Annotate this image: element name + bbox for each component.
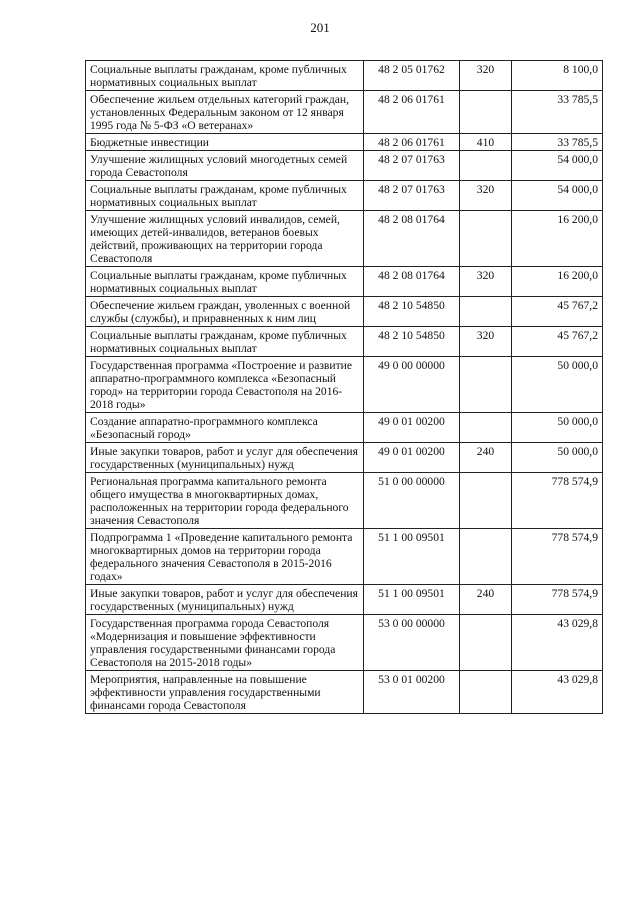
amount-cell: 54 000,0 — [512, 151, 603, 181]
amount-cell: 16 200,0 — [512, 211, 603, 267]
table-row — [86, 473, 603, 529]
item-name-cell: Обеспечение жильем граждан, уволенных с военной службы (службы), и приравненных к ним лиц — [86, 297, 364, 327]
item-name-cell: Иные закупки товаров, работ и услуг для обеспечения государственных (муниципальных) нужд — [86, 585, 364, 615]
item-name-cell: Создание аппаратно-программного комплекса «Безопасный город» — [86, 413, 364, 443]
item-name-cell: Государственная программа города Севастополя «Модернизация и повышение эффективности управления государственными финансами города Севастополя на 2015-2018 годы» — [86, 615, 364, 671]
expense-type-cell: 320 — [460, 327, 512, 357]
target-code-cell: 48 2 07 01763 — [364, 181, 460, 211]
target-code-cell: 51 1 00 09501 — [364, 529, 460, 585]
target-code-cell: 48 2 06 01761 — [364, 134, 460, 151]
target-code-cell: 48 2 08 01764 — [364, 267, 460, 297]
item-name-cell: Обеспечение жильем отдельных категорий граждан, установленных Федеральным законом от 12 января 1995 года № 5-ФЗ «О ветеранах» — [86, 91, 364, 134]
item-name-cell: Социальные выплаты гражданам, кроме публичных нормативных социальных выплат — [86, 181, 364, 211]
expense-type-cell — [460, 91, 512, 134]
item-name-cell: Социальные выплаты гражданам, кроме публичных нормативных социальных выплат — [86, 327, 364, 357]
expense-type-cell: 320 — [460, 267, 512, 297]
expense-type-cell — [460, 413, 512, 443]
target-code-cell: 48 2 07 01763 — [364, 151, 460, 181]
table-row — [86, 91, 603, 134]
target-code-cell: 48 2 06 01761 — [364, 91, 460, 134]
amount-cell: 45 767,2 — [512, 297, 603, 327]
table-row — [86, 267, 603, 297]
expense-type-cell: 240 — [460, 443, 512, 473]
target-code-cell: 49 0 01 00200 — [364, 443, 460, 473]
expense-type-cell: 320 — [460, 181, 512, 211]
target-code-cell: 48 2 05 01762 — [364, 61, 460, 91]
target-code-cell: 49 0 01 00200 — [364, 413, 460, 443]
table-row — [86, 211, 603, 267]
expense-type-cell — [460, 211, 512, 267]
target-code-cell: 48 2 10 54850 — [364, 327, 460, 357]
amount-cell: 16 200,0 — [512, 267, 603, 297]
amount-cell: 33 785,5 — [512, 134, 603, 151]
expense-type-cell: 320 — [460, 61, 512, 91]
table-row — [86, 327, 603, 357]
amount-cell: 33 785,5 — [512, 91, 603, 134]
budget-table-body — [86, 61, 603, 714]
amount-cell: 50 000,0 — [512, 357, 603, 413]
target-code-cell: 48 2 10 54850 — [364, 297, 460, 327]
table-row — [86, 61, 603, 91]
budget-table — [85, 60, 603, 714]
table-row — [86, 181, 603, 211]
amount-cell: 50 000,0 — [512, 413, 603, 443]
expense-type-cell — [460, 529, 512, 585]
page-number: 201 — [310, 20, 330, 35]
table-row — [86, 134, 603, 151]
table-row — [86, 413, 603, 443]
target-code-cell: 51 0 00 00000 — [364, 473, 460, 529]
target-code-cell: 53 0 01 00200 — [364, 671, 460, 714]
expense-type-cell — [460, 151, 512, 181]
table-row — [86, 357, 603, 413]
item-name-cell: Улучшение жилищных условий многодетных семей города Севастополя — [86, 151, 364, 181]
target-code-cell: 48 2 08 01764 — [364, 211, 460, 267]
amount-cell: 8 100,0 — [512, 61, 603, 91]
amount-cell: 43 029,8 — [512, 671, 603, 714]
expense-type-cell — [460, 615, 512, 671]
amount-cell: 45 767,2 — [512, 327, 603, 357]
amount-cell: 778 574,9 — [512, 529, 603, 585]
amount-cell: 43 029,8 — [512, 615, 603, 671]
item-name-cell: Мероприятия, направленные на повышение эффективности управления государственными финансами города Севастополя — [86, 671, 364, 714]
item-name-cell: Социальные выплаты гражданам, кроме публичных нормативных социальных выплат — [86, 267, 364, 297]
item-name-cell: Государственная программа «Построение и развитие аппаратно-программного комплекса «Безопасный город» на территории города Севастополя на 2016-2018 годы» — [86, 357, 364, 413]
table-row — [86, 671, 603, 714]
table-row — [86, 615, 603, 671]
expense-type-cell: 410 — [460, 134, 512, 151]
table-row — [86, 585, 603, 615]
item-name-cell: Бюджетные инвестиции — [86, 134, 364, 151]
amount-cell: 778 574,9 — [512, 585, 603, 615]
table-row — [86, 151, 603, 181]
amount-cell: 50 000,0 — [512, 443, 603, 473]
target-code-cell: 53 0 00 00000 — [364, 615, 460, 671]
expense-type-cell — [460, 671, 512, 714]
item-name-cell: Иные закупки товаров, работ и услуг для обеспечения государственных (муниципальных) нужд — [86, 443, 364, 473]
table-row — [86, 297, 603, 327]
expense-type-cell — [460, 297, 512, 327]
item-name-cell: Социальные выплаты гражданам, кроме публичных нормативных социальных выплат — [86, 61, 364, 91]
table-row — [86, 443, 603, 473]
target-code-cell: 51 1 00 09501 — [364, 585, 460, 615]
expense-type-cell: 240 — [460, 585, 512, 615]
amount-cell: 778 574,9 — [512, 473, 603, 529]
target-code-cell: 49 0 00 00000 — [364, 357, 460, 413]
expense-type-cell — [460, 473, 512, 529]
amount-cell: 54 000,0 — [512, 181, 603, 211]
table-row — [86, 529, 603, 585]
item-name-cell: Региональная программа капитального ремонта общего имущества в многоквартирных домах, расположенных на территории города федерального значения Севастополя — [86, 473, 364, 529]
expense-type-cell — [460, 357, 512, 413]
item-name-cell: Улучшение жилищных условий инвалидов, семей, имеющих детей-инвалидов, ветеранов боевых действий, проживающих на территории города Севастополя — [86, 211, 364, 267]
item-name-cell: Подпрограмма 1 «Проведение капитального ремонта многоквартирных домов на территории города федерального значения Севастополя в 2015-2016 годах» — [86, 529, 364, 585]
